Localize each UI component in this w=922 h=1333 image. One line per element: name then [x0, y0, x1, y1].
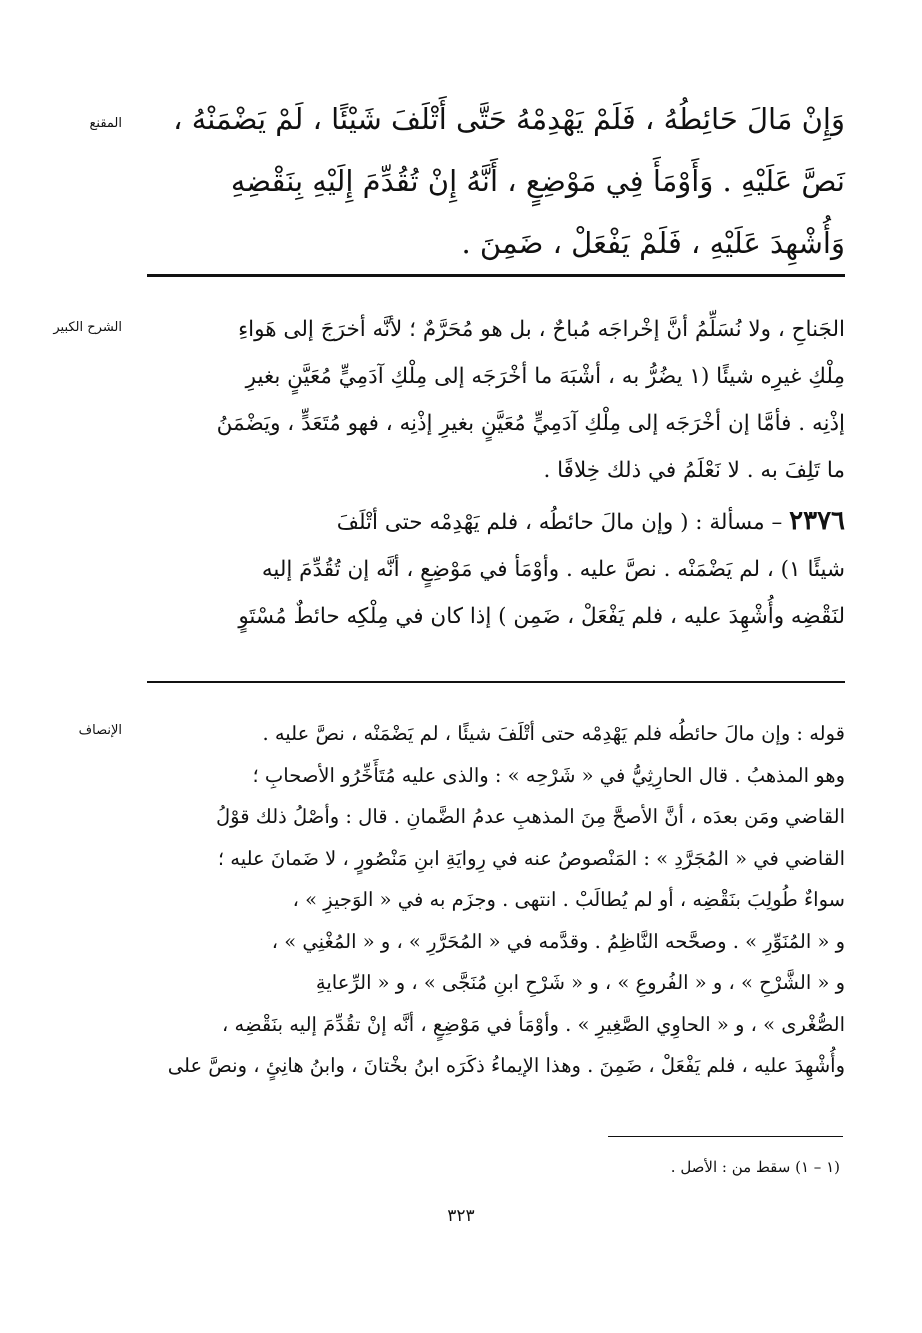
footnote-separator	[608, 1136, 843, 1137]
masala-line: – مسألة : ( وإن مالَ حائطُه ، فلم يَهْدِمْه حتى أتْلَفَ	[336, 510, 783, 535]
section-divider-thick	[147, 274, 845, 277]
masala-heading-line	[140, 498, 845, 546]
insaf-text	[140, 713, 845, 1087]
sharh-kabir-text	[140, 306, 845, 640]
muqni-text	[140, 88, 845, 274]
sharh-line: الجَناحِ ، ولا نُسَلِّمُ أنَّ إخْراجَه مُباحٌ ، بل هو مُحَرَّمٌ ؛ لأنَّه أخرَجَ إلى هَواءِ	[238, 317, 845, 342]
insaf-line: القاضي ومَن بعدَه ، أنَّ الأصحَّ مِنَ المذهبِ عدمُ الضَّمانِ . قال : وأصْلُ ذلك قوْلُ	[216, 805, 845, 828]
page-number: ٣٢٣	[447, 1206, 475, 1226]
muqni-line: نَصَّ عَلَيْهِ . وَأَوْمَأَ فِي مَوْضِعٍ ، أَنَّهُ إِنْ تُقُدِّمَ إِلَيْهِ بِنَقْضِهِ	[230, 164, 845, 198]
insaf-line: و « المُنَوِّرِ » . وصحَّحه النَّاظِمُ . وقدَّمه في « المُحَرَّرِ » ، و « المُغْنِي » ،	[271, 929, 845, 953]
sharh-line: مِلْكِ غيرِه شيئًا (١ يضُرُّ به ، أشْبَهَ ما أخْرَجَه إلى مِلْكِ آدَمِيٍّ مُعَيَّنٍ بغيرِ	[245, 364, 845, 389]
muqni-line: وَإِنْ مَالَ حَائِطُهُ ، فَلَمْ يَهْدِمْهُ حَتَّى أَتْلَفَ شَيْئًا ، لَمْ يَضْمَنْهُ ،	[173, 102, 845, 136]
masala-line: لنَقْضِه وأُشْهِدَ عليه ، فلم يَفْعَلْ ، ضَمِن ) إذا كان في مِلْكِه حائطٌ مُسْتَوٍ	[238, 604, 845, 629]
insaf-line: القاضي في « المُجَرَّدِ » : المَنْصوصُ عنه في رِوايَةِ ابنِ مَنْصُورٍ ، لا ضَمانَ عليه ؛	[217, 846, 845, 870]
sharh-line: إذْنِه . فأمَّا إن أخْرَجَه إلى مِلْكِ آدَمِيٍّ مُعَيَّنٍ بغيرِ إذْنِه ، فهو مُتَعَدٍّ ، ويَضْمَنُ	[216, 411, 845, 436]
insaf-label: الإنصاف	[78, 723, 122, 738]
masala-number: ٢٣٧٦	[789, 506, 845, 536]
footnote: (١ – ١) سقط من : الأصل .	[670, 1158, 840, 1176]
insaf-line: و « الشَّرْحِ » ، و « الفُروعِ » ، و « شَرْحِ ابنِ مُنَجَّى » ، و « الرِّعايةِ	[315, 971, 845, 994]
muqni-label: المقنع	[89, 116, 122, 131]
insaf-line: وهو المذهبُ . قال الحارِثِيُّ في « شَرْحِه » : والذى عليه مُتَأَخِّرُو الأصحابِ ؛	[252, 763, 845, 787]
sharh-line: ما تَلِفَ به . لا نَعْلَمُ في ذلك خِلافًا .	[543, 458, 845, 483]
section-divider-thin	[147, 681, 845, 683]
masala-line: شيئًا ١) ، لم يَضْمَنْه . نصَّ عليه . وأوْمَأ في مَوْضِعٍ ، أنَّه إن تُقُدِّمَ إليه	[261, 557, 845, 582]
insaf-line: وأُشْهِدَ عليه ، فلم يَفْعَلْ ، ضَمِنَ . وهذا الإيماءُ ذكَرَه ابنُ بخْتانَ ، وابنُ هانِئٍ ، ونصَّ على	[167, 1054, 845, 1077]
sharh-kabir-label: الشرح الكبير	[53, 320, 122, 335]
insaf-line: سواءٌ طُولِبَ بنَقْضِه ، أو لم يُطالَبْ . انتهى . وجزَم به في « الوَجيزِ » ،	[292, 888, 845, 911]
insaf-line: قوله : وإن مالَ حائطُه فلم يَهْدِمْه حتى أتْلَفَ شيئًا ، لم يَضْمَنْه ، نصَّ عليه .	[262, 722, 845, 745]
insaf-line: الصُّغْرى » ، و « الحاوِي الصَّغِيرِ » . وأوْمَأ في مَوْضِعٍ ، أنَّه إنْ تقُدِّمَ إليه بنَقْضِه ،	[222, 1012, 845, 1036]
muqni-line: وَأُشْهِدَ عَلَيْهِ ، فَلَمْ يَفْعَلْ ، ضَمِنَ .	[461, 226, 845, 260]
